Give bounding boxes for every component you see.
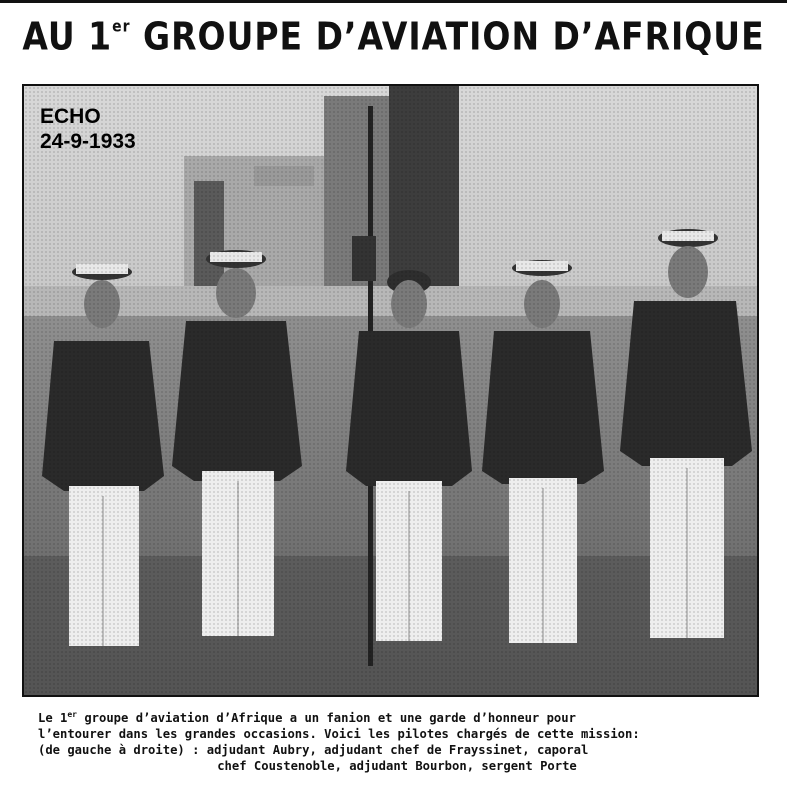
caption-line-1 bbox=[38, 707, 756, 726]
photo-illustration bbox=[24, 86, 757, 695]
top-rule bbox=[0, 0, 787, 3]
overlay-stamp bbox=[40, 104, 136, 154]
caption-line-1-end: groupe d’aviation d’Afrique a un fanion et une garde d’honneur pour bbox=[77, 711, 576, 726]
caption bbox=[38, 707, 756, 774]
caption-line-3: (de gauche à droite) : adjudant Aubry, adjudant chef de Frayssinet, caporal bbox=[38, 743, 589, 758]
headline-prefix: AU 1 bbox=[22, 14, 113, 59]
caption-line-4: chef Coustenoble, adjudant Bourbon, sergent Porte bbox=[217, 759, 577, 774]
headline-rest: GROUPE D’AVIATION D’AFRIQUE bbox=[130, 14, 765, 59]
caption-line-2: l’entourer dans les grandes occasions. Voici les pilotes chargés de cette mission: bbox=[38, 727, 640, 742]
headline-superscript: er bbox=[112, 17, 131, 36]
headline bbox=[0, 14, 787, 59]
caption-line-1-start: Le 1 bbox=[38, 711, 68, 726]
photograph bbox=[22, 84, 759, 697]
overlay-source: ECHO bbox=[40, 105, 101, 128]
caption-line-1-superscript: er bbox=[67, 710, 77, 719]
overlay-date: 24-9-1933 bbox=[40, 130, 136, 153]
